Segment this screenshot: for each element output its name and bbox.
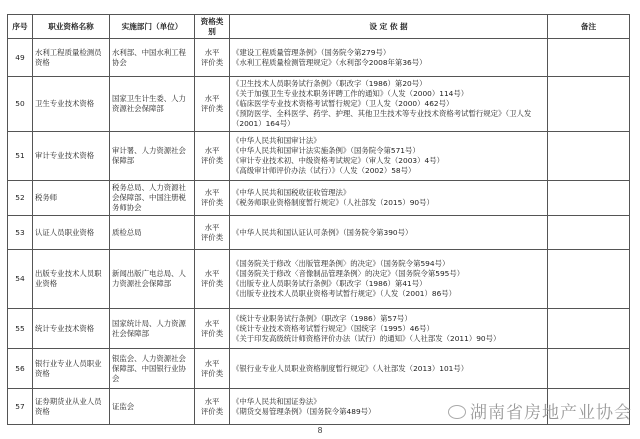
department: 国家卫生计生委、人力资源社会保障部: [110, 77, 195, 132]
basis-item: 《水利工程质量检测管理规定》（水利部令2008年第36号）: [232, 57, 427, 67]
table-row: [8, 309, 630, 349]
basis-item: 《建设工程质量管理条例》（国务院令第279号）: [232, 47, 391, 57]
row-number: 54: [8, 250, 33, 309]
basis-cell: [230, 39, 548, 77]
qualification-name: 税务师: [33, 181, 110, 216]
table-row: [8, 77, 630, 132]
qualification-type: 水平 评价类: [195, 309, 230, 349]
basis-item: 《中华人民共和国认证认可条例》（国务院令第390号）: [232, 227, 413, 237]
department: 银监会、人力资源社会保障部、中国银行业协会: [110, 349, 195, 389]
table-row: [8, 181, 630, 216]
department: 证监会: [110, 389, 195, 425]
table-row: [8, 349, 630, 389]
qualification-name: 银行业专业人员职业资格: [33, 349, 110, 389]
department: 审计署、人力资源社会保障部: [110, 132, 195, 181]
row-number: 55: [8, 309, 33, 349]
qualification-type: 水平 评价类: [195, 389, 230, 425]
row-number: 51: [8, 132, 33, 181]
qualification-name: 认证人员职业资格: [33, 216, 110, 250]
watermark-text: 湖南省房地产业协会: [470, 403, 632, 423]
basis-item: 《统计专业职务试行条例》（职改字（1986）第57号）: [232, 313, 412, 323]
header-no: 序号: [8, 15, 33, 39]
basis-cell: [230, 309, 548, 349]
basis-item: 《国务院关于修改〈音像制品管理条例〉的决定》（国务院令第595号）: [232, 269, 465, 278]
basis-item: 《临床医学专业技术资格考试暂行规定》（卫人发（2000）462号）: [232, 99, 454, 108]
note: [548, 309, 630, 349]
header-dept: 实施部门（单位）: [110, 15, 195, 39]
basis-cell: [230, 181, 548, 216]
basis-item: 《中华人民共和国税收征收管理法》: [232, 188, 351, 197]
basis-item: 《预防医学、全科医学、药学、护理、其他卫生技术等专业技术资格考试暂行规定》（卫人发（2001）164号）: [232, 109, 532, 128]
wechat-icon: [448, 405, 466, 419]
department: 税务总局、人力资源社会保障部、中国注册税务师协会: [110, 181, 195, 216]
qualification-type: 水平 评价类: [195, 181, 230, 216]
basis-item: 《国务院关于修改〈出版管理条例〉的决定》（国务院令第594号）: [232, 259, 450, 268]
basis-item: 《关于加强卫生专业技术职务评聘工作的通知》（人发（2000）114号）: [232, 89, 469, 98]
qualification-type: 水平 评价类: [195, 216, 230, 250]
table-row: [8, 250, 630, 309]
note: [548, 216, 630, 250]
basis-item: 《中华人民共和国审计法》: [232, 136, 321, 145]
row-number: 52: [8, 181, 33, 216]
header-note: 备注: [548, 15, 630, 39]
basis-item: 《统计专业技术资格考试暂行规定》（国统字（1995）46号）: [232, 323, 434, 333]
basis-item: 《卫生技术人员职务试行条例》（职改字（1986）第20号）: [232, 79, 427, 88]
note: [548, 181, 630, 216]
basis-cell: [230, 349, 548, 389]
qualification-type: 水平 评价类: [195, 349, 230, 389]
basis-item: 《税务师职业资格制度暂行规定》（人社部发（2015）90号）: [232, 198, 434, 207]
header-basis: 设 定 依 据: [230, 15, 548, 39]
qualification-name: 统计专业技术资格: [33, 309, 110, 349]
basis-item: 《关于印发高级统计师资格评价办法（试行）的通知》（人社部发（2011）90号）: [232, 333, 501, 343]
qualification-type: 水平 评价类: [195, 250, 230, 309]
basis-cell: [230, 77, 548, 132]
basis-item: 《中华人民共和国审计法实施条例》（国务院令第571号）: [232, 146, 420, 155]
watermark: [448, 398, 632, 423]
qualification-name: 审计专业技术资格: [33, 132, 110, 181]
department: 新闻出版广电总局、人力资源社会保障部: [110, 250, 195, 309]
table-row: [8, 216, 630, 250]
department: 国家统计局、人力资源社会保障部: [110, 309, 195, 349]
basis-item: 《中华人民共和国证券法》: [232, 396, 321, 406]
note: [548, 132, 630, 181]
note: [548, 349, 630, 389]
row-number: 57: [8, 389, 33, 425]
row-number: 50: [8, 77, 33, 132]
row-number: 49: [8, 39, 33, 77]
page-number: 8: [317, 426, 323, 435]
qualification-name: 卫生专业技术资格: [33, 77, 110, 132]
basis-cell: [230, 216, 548, 250]
basis-item: 《银行业专业人员职业资格制度暂行规定》（人社部发（2013）101号）: [232, 363, 469, 373]
note: [548, 39, 630, 77]
basis-item: 《高级审计师评价办法（试行）》（人发（2002）58号）: [232, 166, 416, 175]
note: [548, 250, 630, 309]
basis-item: 《出版专业人员职务试行条例》（职改字（1986）第41号）: [232, 279, 427, 288]
department: 质检总局: [110, 216, 195, 250]
qualification-type: 水平 评价类: [195, 39, 230, 77]
row-number: 53: [8, 216, 33, 250]
table-row: [8, 39, 630, 77]
basis-cell: [230, 250, 548, 309]
department: 水利部、中国水利工程协会: [110, 39, 195, 77]
table-row: [8, 132, 630, 181]
note: [548, 77, 630, 132]
qualification-table: [7, 14, 630, 425]
row-number: 56: [8, 349, 33, 389]
qualification-type: 水平 评价类: [195, 132, 230, 181]
header-name: 职业资格名称: [33, 15, 110, 39]
basis-item: 《期货交易管理条例》（国务院令第489号）: [232, 406, 376, 416]
qualification-name: 出版专业技术人员职业资格: [33, 250, 110, 309]
basis-item: 《审计专业技术初、中级资格考试规定》（审人发（2003）4号）: [232, 156, 444, 165]
basis-cell: [230, 132, 548, 181]
table-header: [8, 15, 630, 39]
qualification-type: 水平 评价类: [195, 77, 230, 132]
header-type: 资格类别: [195, 15, 230, 39]
basis-item: 《出版专业技术人员职业资格考试暂行规定》（人发（2001）86号）: [232, 289, 457, 298]
qualification-name: 水利工程质量检测员资格: [33, 39, 110, 77]
qualification-name: 证券期货业从业人员资格: [33, 389, 110, 425]
